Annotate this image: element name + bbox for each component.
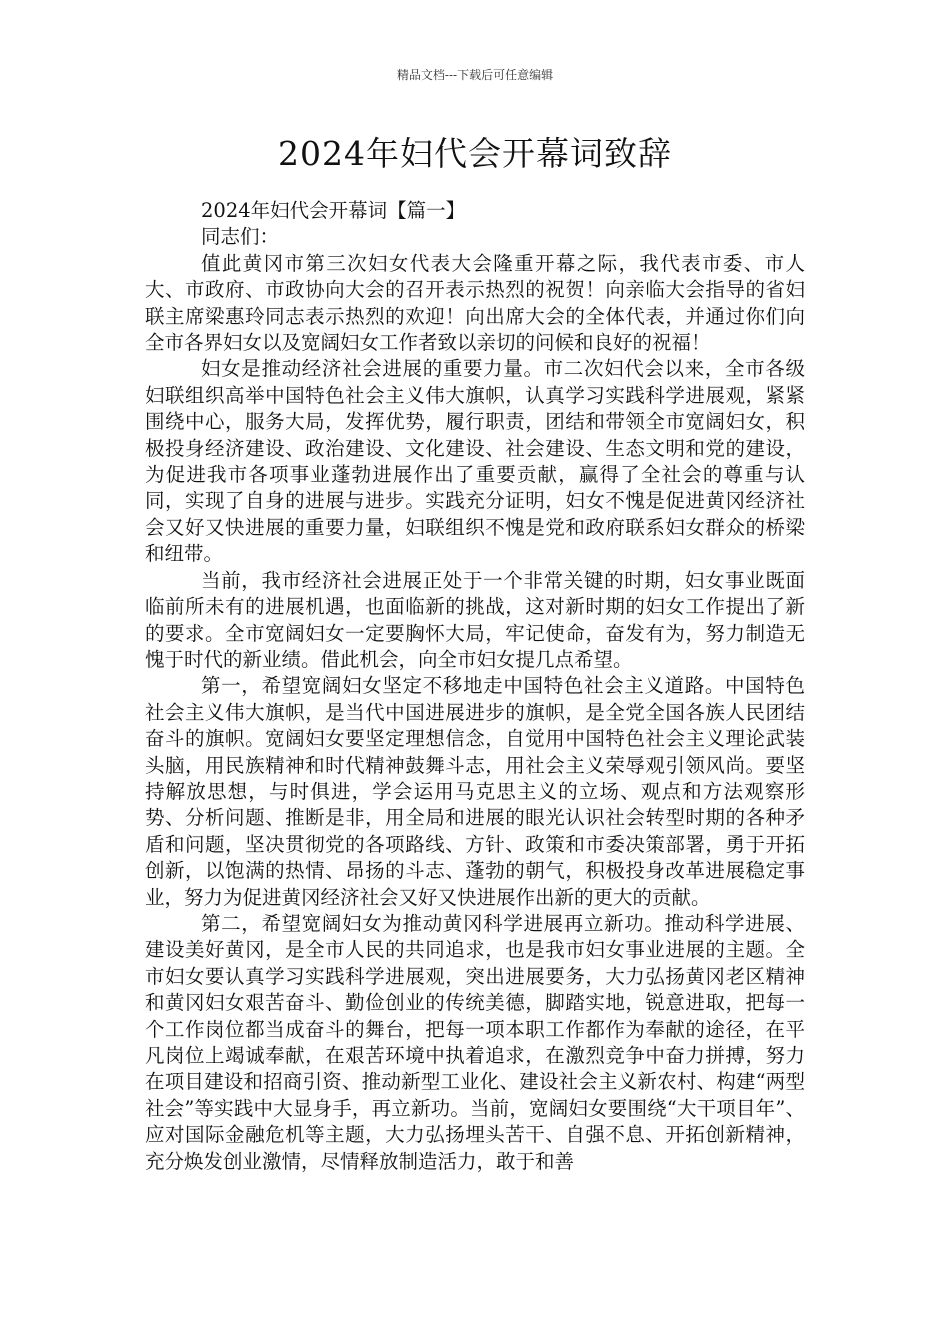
paragraph-3: 当前，我市经济社会进展正处于一个非常关键的时期，妇女事业既面临前所未有的进展机遇，也面临新的挑战，这对新时期的妇女工作提出了新的要求。全市宽阔妇女一定要胸怀大局，牢记使命，奋发有为，努力制造无愧于时代的新业绩。借此机会，向全市妇女提几点希望。 [145,568,805,671]
paragraph-4: 第一，希望宽阔妇女坚定不移地走中国特色社会主义道路。中国特色社会主义伟大旗帜，是当代中国进展进步的旗帜，是全党全国各族人民团结奋斗的旗帜。宽阔妇女要坚定理想信念，自觉用中国特色社会主义理论武装头脑，用民族精神和时代精神鼓舞斗志，用社会主义荣辱观引领风尚。要坚持解放思想，与时俱进，学会运用马克思主义的立场、观点和方法观察形势、分析问题、推断是非，用全局和进展的眼光认识社会转型时期的各种矛盾和问题，坚决贯彻党的各项路线、方针、政策和市委决策部署，勇于开拓创新，以饱满的热情、昂扬的斗志、蓬勃的朝气，积极投身改革进展稳定事业，努力为促进黄冈经济社会又好又快进展作出新的更大的贡献。 [145,674,805,909]
paragraph-5: 第二，希望宽阔妇女为推动黄冈科学进展再立新功。推动科学进展、建设美好黄冈，是全市人民的共同追求，也是我市妇女事业进展的主题。全市妇女要认真学习实践科学进展观，突出进展要务，大力弘扬黄冈老区精神和黄冈妇女艰苦奋斗、勤俭创业的传统美德，脚踏实地，锐意进取，把每一个工作岗位都当成奋斗的舞台，把每一项本职工作都作为奉献的途径，在平凡岗位上竭诚奉献，在艰苦环境中执着追求，在激烈竞争中奋力拼搏，努力在项目建设和招商引资、推动新型工业化、建设社会主义新农村、构建“两型社会”等实践中大显身手，再立新功。当前，宽阔妇女要围绕“大干项目年”、应对国际金融危机等主题，大力弘扬埋头苦干、自强不息、开拓创新精神，充分焕发创业激情，尽情释放制造活力，敢于和善 [145,911,805,1173]
document-body [145,198,805,1175]
document-title: 2024年妇代会开幕词致辞 [278,134,672,173]
paragraph-1: 值此黄冈市第三次妇女代表大会隆重开幕之际，我代表市委、市人大、市政府、市政协向大会的召开表示热烈的祝贺！向亲临大会指导的省妇联主席梁惠玲同志表示热烈的欢迎！向出席大会的全体代表，并通过你们向全市各界妇女以及宽阔妇女工作者致以亲切的问候和良好的祝福！ [145,251,805,355]
salutation: 同志们： [201,225,280,249]
paragraph-2: 妇女是推动经济社会进展的重要力量。市二次妇代会以来，全市各级妇联组织高举中国特色社会主义伟大旗帜，认真学习实践科学进展观，紧紧围绕中心，服务大局，发挥优势，履行职责，团结和带领全市宽阔妇女，积极投身经济建设、政治建设、文化建设、社会建设、生态文明和党的建设，为促进我市各项事业蓬勃进展作出了重要贡献，赢得了全社会的尊重与认同，实现了自身的进展与进步。实践充分证明，妇女不愧是促进黄冈经济社会又好又快进展的重要力量，妇联组织不愧是党和政府联系妇女群众的桥梁和纽带。 [145,357,805,566]
header-note: 精品文档---下载后可任意编辑 [396,68,554,82]
document-subtitle: 2024年妇代会开幕词【篇一】 [201,199,466,222]
